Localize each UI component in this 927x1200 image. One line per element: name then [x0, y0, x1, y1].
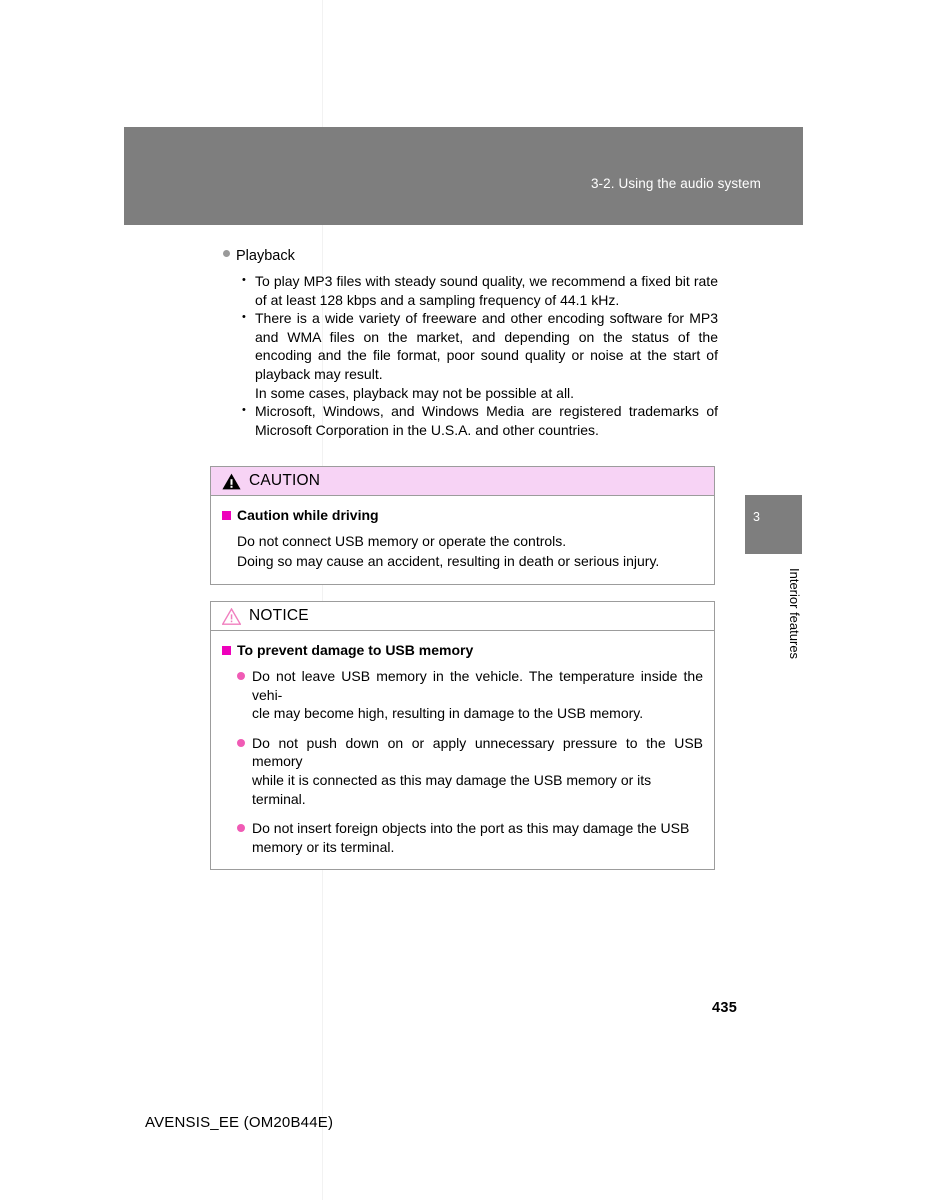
caution-box-body — [211, 496, 714, 584]
magenta-square-bullet-icon — [222, 646, 231, 655]
side-tab-chapter-title: Interior features — [787, 568, 802, 660]
caution-box-header — [211, 467, 714, 496]
caution-line: Doing so may cause an accident, resulting in death or serious injury. — [237, 552, 660, 569]
warning-triangle-outline-icon — [222, 608, 241, 625]
notice-item-tail: while it is connected as this may damage the USB memory or its terminal. — [252, 771, 652, 807]
list-item — [237, 819, 703, 856]
section-heading-label: Playback — [236, 248, 295, 264]
notice-item-text: Do not insert foreign objects into the port as this may damage the USB — [252, 820, 690, 837]
caution-subheading — [222, 507, 703, 523]
notice-item-tail: cle may become high, resulting in damage to the USB memory. — [252, 705, 644, 722]
notice-box — [210, 601, 715, 870]
magenta-square-bullet-icon — [222, 511, 231, 520]
bullet-text: To play MP3 files with steady sound quality, we recommend a fixed bit rate of at least 128 kbps and a sampling frequency of 44.1 kHz. — [255, 273, 718, 308]
list-item — [241, 402, 718, 439]
notice-label: NOTICE — [249, 607, 309, 624]
page-section-title: 3-2. Using the audio system — [590, 176, 761, 191]
notice-subheading-label: To prevent damage to USB memory — [237, 642, 474, 658]
notice-box-body — [211, 631, 714, 869]
list-item — [241, 309, 718, 402]
notice-item-tail: memory or its terminal. — [252, 838, 395, 855]
notice-bullet-list — [222, 667, 703, 856]
list-item — [241, 272, 718, 309]
warning-triangle-filled-icon — [222, 473, 241, 490]
list-item — [237, 667, 703, 723]
gray-dot-icon — [223, 250, 230, 257]
list-item — [237, 734, 703, 808]
playback-bullet-list — [241, 272, 718, 439]
notice-item-text: Do not push down on or apply unnecessary pressure to the USB memory — [252, 734, 703, 770]
bullet-text: Microsoft, Windows, and Windows Media are registered trademarks of Microsoft Corporation in the U.S.A. and other countries. — [255, 403, 718, 438]
caution-line: Do not connect USB memory or operate the controls. — [237, 533, 567, 549]
notice-box-header — [211, 602, 714, 631]
side-tab-chapter-number: 3 — [753, 510, 760, 524]
document-code: AVENSIS_EE (OM20B44E) — [145, 1114, 334, 1131]
bullet-text: There is a wide variety of freeware and other encoding software for MP3 and WMA files on the market, and depending on the status of the encoding and the file format, poor sound quality or noise at the start of playback may result. — [255, 310, 718, 382]
notice-item-text: Do not leave USB memory in the vehicle. The temperature inside the vehi- — [252, 668, 703, 703]
caution-subheading-label: Caution while driving — [237, 507, 379, 523]
side-chapter-tab — [745, 495, 802, 554]
notice-subheading — [222, 642, 703, 658]
caution-box — [210, 466, 715, 585]
section-heading-playback — [223, 248, 718, 264]
main-content — [210, 248, 718, 439]
bullet-text-tail: In some cases, playback may not be possible at all. — [255, 384, 575, 401]
header-banner — [124, 127, 803, 225]
page-number: 435 — [712, 1000, 738, 1016]
caution-label: CAUTION — [249, 472, 321, 489]
